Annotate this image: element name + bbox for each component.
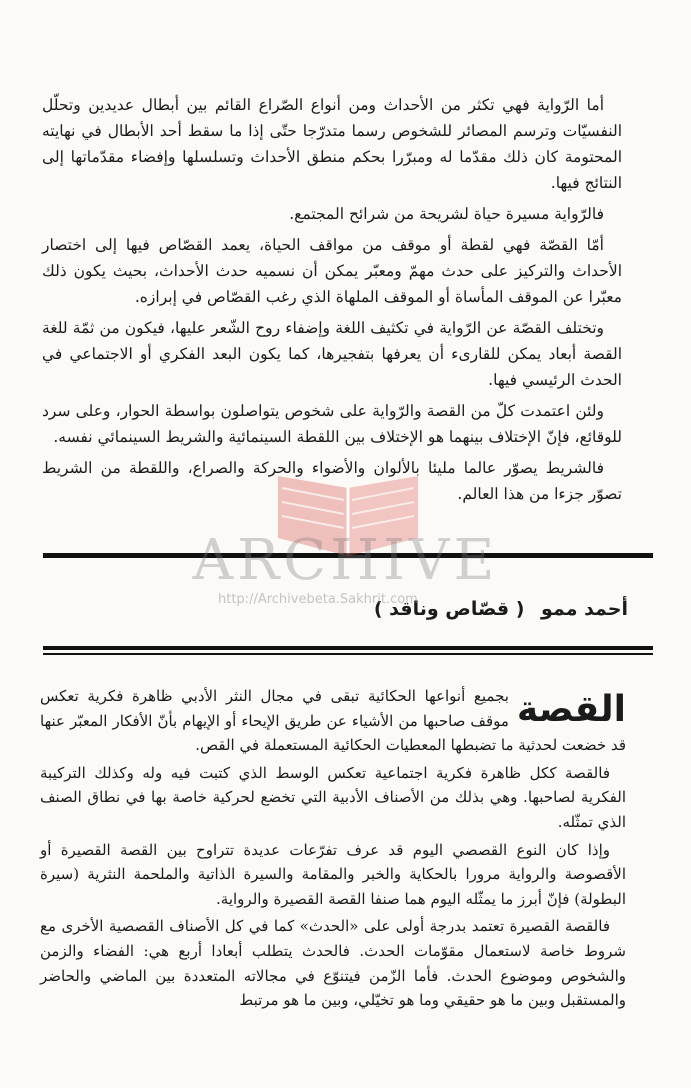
paragraph: ولئن اعتمدت كلّ من القصة والرّواية على شخوص يتواصلون بواسطة الحوار، وعلى سرد للوقائع، فإنّ الإختلاف بينهما هو الإختلاف بين اللقطة السينمائية والشريط السينمائي نفسه. [42,402,622,446]
section-divider-bottom [43,646,653,650]
section-divider-bottom-thin [43,653,653,655]
watermark-title: ARCHIVE [192,528,499,593]
paragraph: فالرّواية مسيرة حياة لشريحة من شرائح المجتمع. [289,205,604,223]
section-divider-top [43,553,653,558]
top-article-body [42,92,622,512]
paragraph: فالقصة ككل ظاهرة فكرية اجتماعية تعكس الوسط الذي كتبت فيه وله وكذلك التركيبة الفكرية لصاحبها. وهي بذلك من الأصناف الأدبية التي تخضع لحركية خاصة بها في نطاق الصنف الذي تمثّله. [40,763,626,831]
bottom-article-body [40,684,626,1016]
paragraph: فالشريط يصوّر عالما مليئا بالألوان والأضواء والحركة والصراع، واللقطة من الشريط تصوّر جزءا من هذا العالم. [42,459,622,503]
watermark-url: http://Archivebeta.Sakhrit.com [218,592,418,607]
paragraph: بجميع أنواعها الحكائية تبقى في مجال النثر الأدبي ظاهرة فكرية تعكس موقف صاحبها من الأشياء عن طريق الإيحاء أو الإيهام بأنّ الأفكار المعبّر عنها قد خضعت لحدثية ما تضبطها المعطيات الحكائية المستعملة في القص. [40,687,626,755]
author-name: أحمد ممو [541,598,628,620]
paragraph: وإذا كان النوع القصصي اليوم قد عرف تفرّعات عديدة تتراوح بين القصة القصيرة أو الأقصوصة والرواية مرورا بالحكاية والخبر والمقامة والسيرة الذاتية والملحمة النثرية (سيرة البطولة) فإنّ أبرز ما يمثّله اليوم هما صنفا القصة القصيرة والرواية. [40,840,626,908]
author-role: ( قصّاص وناقد ) [373,598,525,620]
paragraph: وتختلف القصّة عن الرّواية في تكثيف اللغة وإضفاء روح الشّعر عليها، فيكون من ثمّة للغة القصة أبعاد يمكن للقارىء أن يعرفها بتفجيرها، كما يكون البعد الفكري أو الاجتماعي في الحدث الرئيسي فيها. [42,319,622,389]
paragraph: فالقصة القصيرة تعتمد بدرجة أولى على «الحدث» كما في كل الأصناف القصصية الأخرى مع شروط خاصة لاستعمال مقوّمات الحدث. فالحدث يتطلب أبعادا أربع هي: الفضاء والزمن والشخوص وموضوع الحدث. فأما الزّمن فيتنوّع في مجالاته المتعددة بين الماضي والحاضر والمستقبل وبين ما هو حقيقي وما هو تخيّلي، وبين ما هو مرتبط [40,917,626,1010]
author-byline [330,598,628,620]
paragraph: أمّا القصّة فهي لقطة أو موقف من مواقف الحياة، يعمد القصّاص فيها إلى اختصار الأحداث والتركيز على حدث مهمّ ومعبّر يمكن أن نسميه حدث الأحداث، بحيث يكون ذلك معبّرا عن الموقف المأساة أو الموقف الملهاة الذي رغب القصّاص في إبرازه. [42,236,622,306]
drop-word-heading: القصة [516,689,626,730]
paragraph: أما الرّواية فهي تكثر من الأحداث ومن أنواع الصّراع القائم بين أبطال عديدين وتحلّل النفسيّات وترسم المصائر للشخوص رسما متدرّجا حتّى إذا ما سقط أحد الأبطال في نهايته المحتومة كان ذلك مقدّما له ومبرّرا بحكم منطق الأحداث وتسلسلها وإفضاء مقدّماتها إلى النتائج فيها. [42,96,622,192]
